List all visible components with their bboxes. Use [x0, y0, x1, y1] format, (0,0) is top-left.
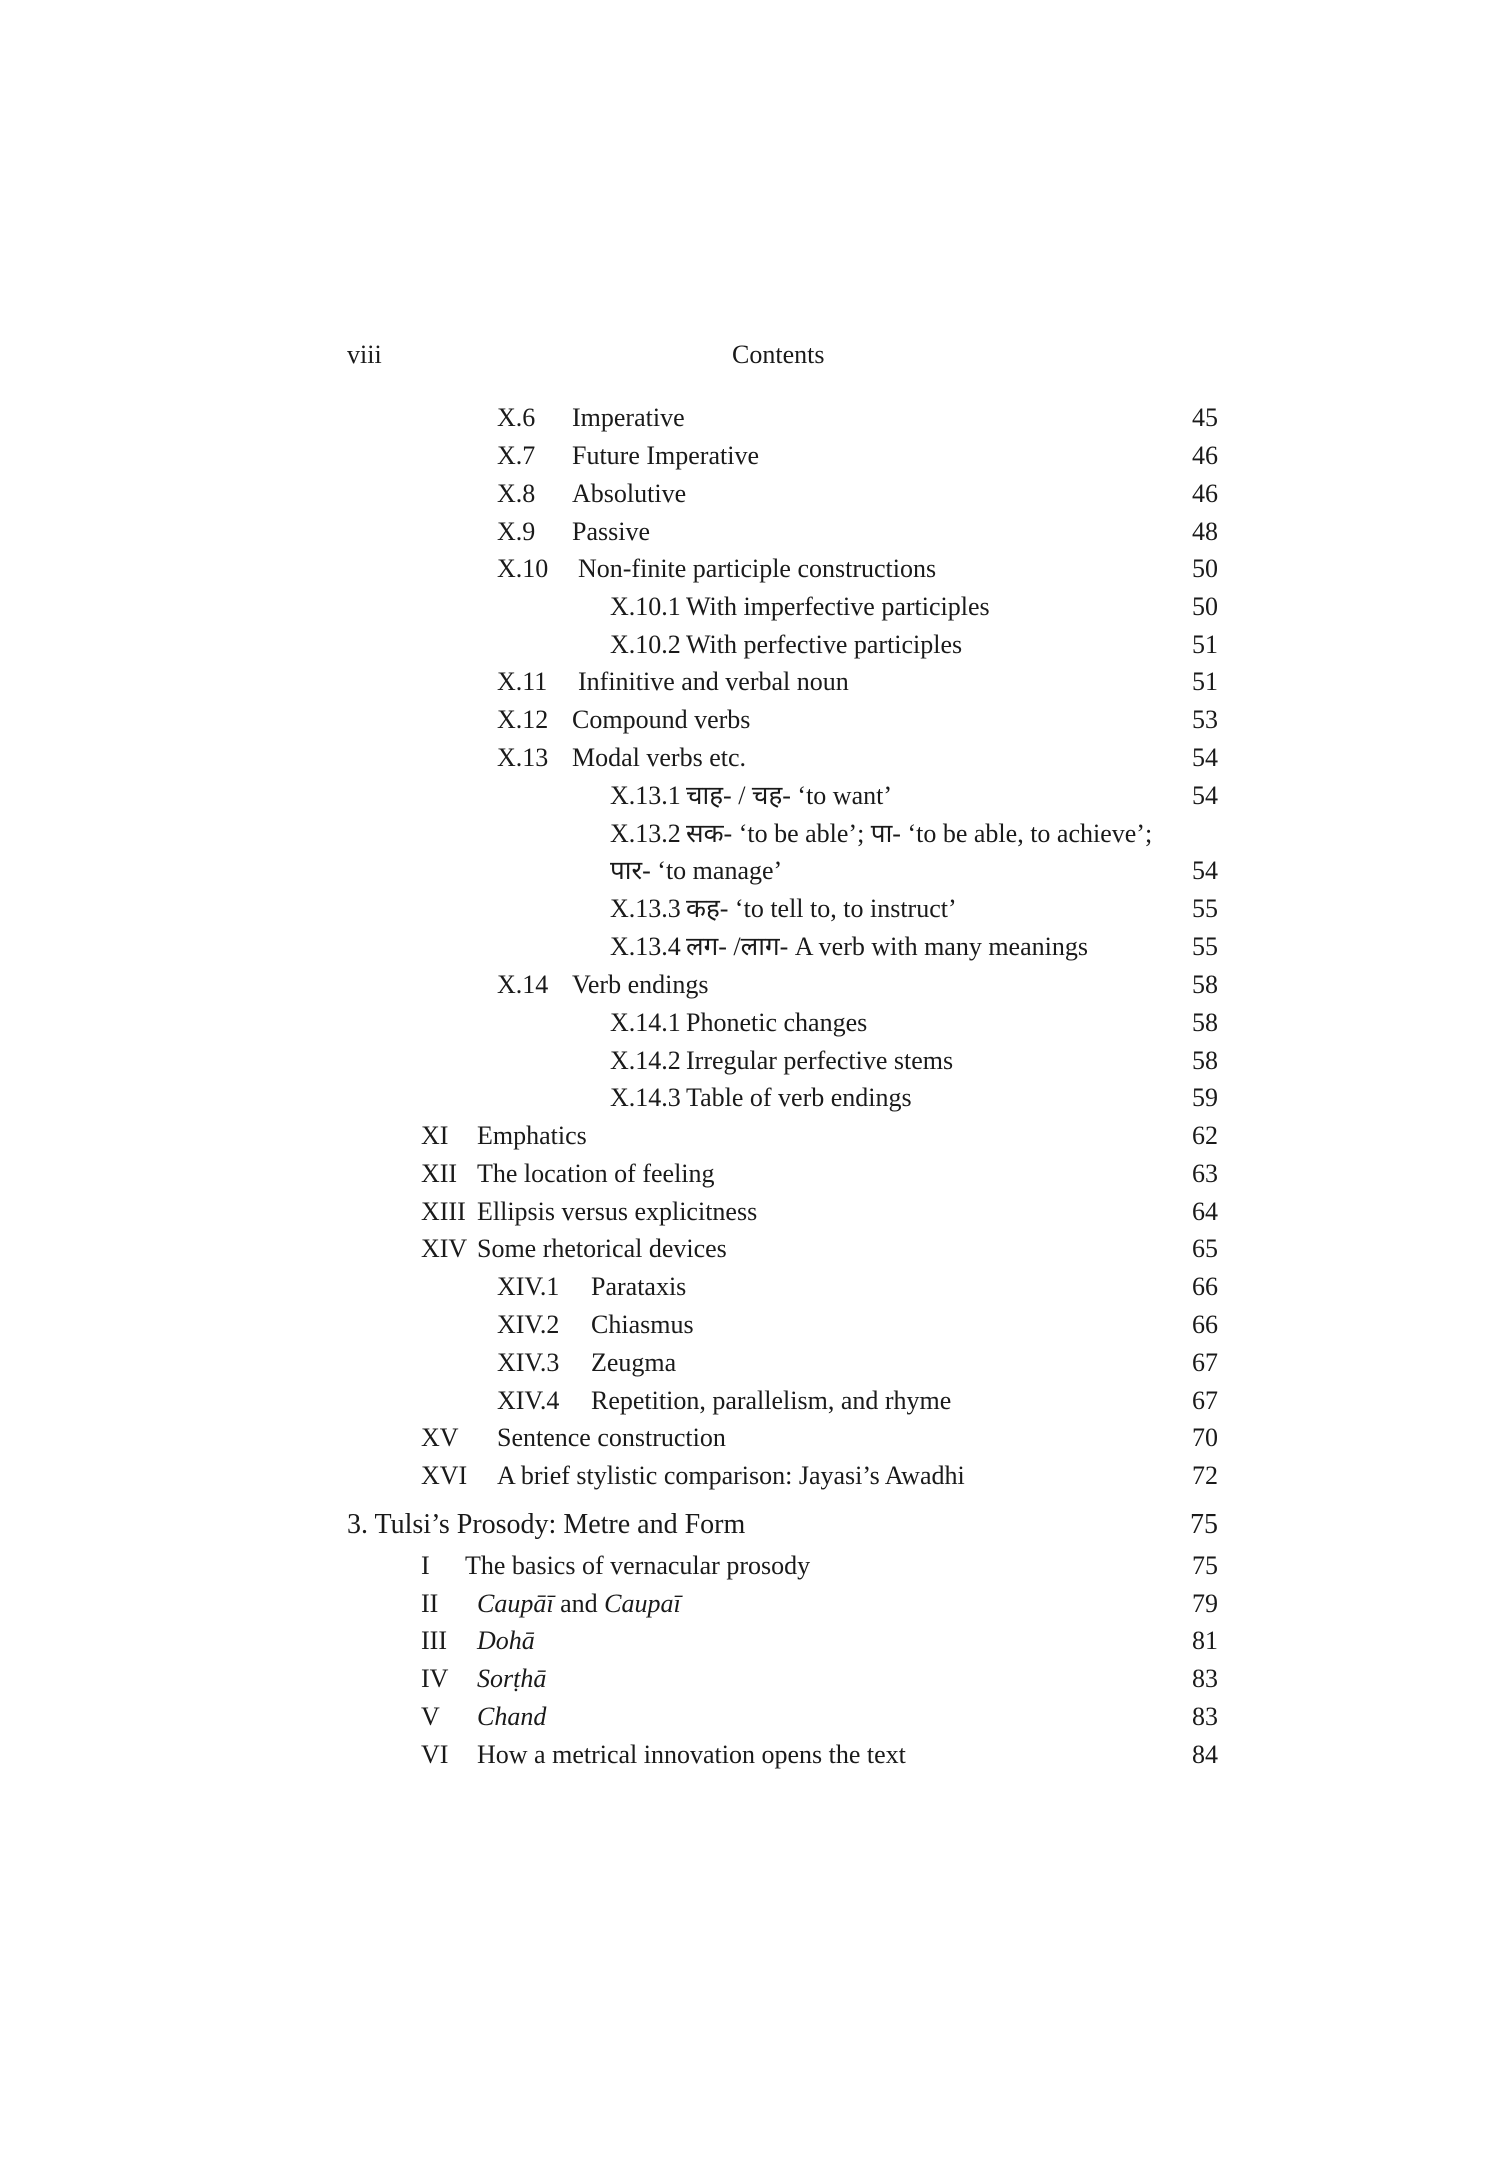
toc-entry [0, 1042, 1500, 1080]
toc-entry [0, 1382, 1500, 1420]
entry-title: Zeugma [591, 1348, 677, 1377]
toc-entry [0, 513, 1500, 551]
entry-number: XIV.4 [497, 1386, 560, 1415]
entry-number: XI [421, 1121, 449, 1150]
entry-title: Verb endings [572, 970, 709, 999]
page-number: viii [347, 340, 382, 369]
toc-entry [0, 1736, 1500, 1774]
entry-page: 70 [1192, 1423, 1218, 1452]
entry-number: X.10 [497, 554, 549, 583]
entry-title: Absolutive [572, 479, 687, 508]
toc-entry [0, 1079, 1500, 1117]
toc-entry [0, 1230, 1500, 1268]
entry-number: XIV.2 [497, 1310, 560, 1339]
entry-title: Some rhetorical devices [477, 1234, 727, 1263]
entry-number: XIV.1 [497, 1272, 560, 1301]
entry-title: The basics of vernacular prosody [465, 1551, 811, 1580]
toc-entry [0, 815, 1500, 853]
entry-page: 45 [1192, 403, 1218, 432]
entry-page: 58 [1192, 1008, 1218, 1037]
entry-title: चाह- / चह- ‘to want’ [686, 781, 892, 810]
toc-entry [0, 1660, 1500, 1698]
toc-entry [0, 626, 1500, 664]
entry-title: Emphatics [477, 1121, 587, 1150]
entry-title: Ellipsis versus explicitness [477, 1197, 758, 1226]
toc-entry [0, 1193, 1500, 1231]
entry-number: XIV.3 [497, 1348, 560, 1377]
entry-title: How a metrical innovation opens the text [477, 1740, 906, 1769]
entry-page: 64 [1192, 1197, 1218, 1226]
entry-page: 46 [1192, 479, 1218, 508]
entry-page: 66 [1192, 1310, 1218, 1339]
entry-page: 46 [1192, 441, 1218, 470]
entry-title: Compound verbs [572, 705, 751, 734]
entry-title: Parataxis [591, 1272, 687, 1301]
toc-entry [0, 739, 1500, 777]
entry-title: Phonetic changes [686, 1008, 868, 1037]
entry-page: 48 [1192, 517, 1218, 546]
entry-title: पार- ‘to manage’ [610, 856, 783, 885]
toc-entry [0, 1585, 1500, 1623]
entry-title: With perfective participles [686, 630, 963, 659]
entry-page: 72 [1192, 1461, 1218, 1490]
entry-number: X.6 [497, 403, 536, 432]
entry-page: 84 [1192, 1740, 1218, 1769]
entry-title-part: Caupaī [604, 1589, 681, 1618]
toc-entry [0, 475, 1500, 513]
entry-title: लग- /लाग- A verb with many meanings [686, 932, 1088, 961]
entry-number: X.12 [497, 705, 549, 734]
entry-number: X.10.2 [610, 630, 681, 659]
entry-title-part: Caupāī [477, 1589, 554, 1618]
entry-title: Repetition, parallelism, and rhyme [591, 1386, 952, 1415]
entry-page: 66 [1192, 1272, 1218, 1301]
entry-number: XIII [421, 1197, 466, 1226]
entry-number: X.14.1 [610, 1008, 681, 1037]
toc-entry [0, 1622, 1500, 1660]
entry-number: VI [421, 1740, 449, 1769]
toc-entry [0, 890, 1500, 928]
entry-number: XV [421, 1423, 459, 1452]
entry-page: 83 [1192, 1664, 1218, 1693]
entry-title: सक- ‘to be able’; पा- ‘to be able, to achieve’; [686, 819, 1153, 848]
entry-page: 51 [1192, 667, 1218, 696]
entry-number: X.13 [497, 743, 549, 772]
entry-page: 51 [1192, 630, 1218, 659]
toc-entry [0, 663, 1500, 701]
entry-number: XII [421, 1159, 458, 1188]
entry-number: X.14 [497, 970, 549, 999]
entry-title: कह- ‘to tell to, to instruct’ [686, 894, 957, 923]
toc-entry [0, 399, 1500, 437]
entry-page: 54 [1192, 781, 1218, 810]
toc-entry [0, 1117, 1500, 1155]
entry-title: Chiasmus [591, 1310, 694, 1339]
entry-page: 54 [1192, 743, 1218, 772]
toc-entry [0, 1457, 1500, 1495]
entry-page: 53 [1192, 705, 1218, 734]
entry-number: III [421, 1626, 447, 1655]
entry-page: 54 [1192, 856, 1218, 885]
entry-title: A brief stylistic comparison: Jayasi’s Awadhi [497, 1461, 965, 1490]
entry-number: X.13.3 [610, 894, 681, 923]
chapter-heading [0, 1506, 1500, 1544]
entry-page: 58 [1192, 1046, 1218, 1075]
entry-title: Sorṭhā [477, 1664, 547, 1693]
entry-page: 50 [1192, 592, 1218, 621]
entry-page: 83 [1192, 1702, 1218, 1731]
toc-entry [0, 588, 1500, 626]
entry-number: X.14.2 [610, 1046, 681, 1075]
entry-title: Imperative [572, 403, 685, 432]
entry-title: Chand [477, 1702, 547, 1731]
entry-page: 67 [1192, 1386, 1218, 1415]
entry-title: With imperfective participles [686, 592, 990, 621]
toc-entry [0, 852, 1500, 890]
toc-entry [0, 1306, 1500, 1344]
toc-entry [0, 777, 1500, 815]
entry-page: 65 [1192, 1234, 1218, 1263]
toc-entry [0, 1268, 1500, 1306]
toc-entry [0, 1344, 1500, 1382]
toc-entry [0, 1155, 1500, 1193]
entry-page: 62 [1192, 1121, 1218, 1150]
entry-page: 50 [1192, 554, 1218, 583]
entry-number: XVI [421, 1461, 468, 1490]
entry-title: Sentence construction [497, 1423, 726, 1452]
entry-number: II [421, 1589, 439, 1618]
toc-entry [0, 701, 1500, 739]
entry-title: The location of feeling [477, 1159, 715, 1188]
entry-number: V [421, 1702, 440, 1731]
entry-number: X.10.1 [610, 592, 681, 621]
entry-page: 55 [1192, 894, 1218, 923]
entry-title: Non-finite participle constructions [578, 554, 937, 583]
entry-title: Future Imperative [572, 441, 759, 470]
entry-page: 55 [1192, 932, 1218, 961]
entry-number: X.8 [497, 479, 536, 508]
entry-number: X.14.3 [610, 1083, 681, 1112]
toc-entry [0, 437, 1500, 475]
entry-title [477, 1585, 681, 1623]
entry-title: Dohā [477, 1626, 535, 1655]
entry-page: 75 [1192, 1551, 1218, 1580]
toc-entry [0, 928, 1500, 966]
toc-entry [0, 1547, 1500, 1585]
entry-title-part: and [553, 1589, 605, 1618]
toc-entry [0, 966, 1500, 1004]
entry-page: 58 [1192, 970, 1218, 999]
entry-title: Modal verbs etc. [572, 743, 747, 772]
chapter-title: 3. Tulsi’s Prosody: Metre and Form [347, 1509, 746, 1540]
entry-title: Passive [572, 517, 650, 546]
entry-title: Irregular perfective stems [686, 1046, 954, 1075]
entry-number: X.7 [497, 441, 536, 470]
entry-page: 79 [1192, 1589, 1218, 1618]
entry-page: 67 [1192, 1348, 1218, 1377]
entry-page: 81 [1192, 1626, 1218, 1655]
toc-entry [0, 1419, 1500, 1457]
entry-number: X.13.2 [610, 819, 681, 848]
running-title: Contents [732, 340, 825, 369]
entry-number: X.9 [497, 517, 536, 546]
entry-number: X.11 [497, 667, 548, 696]
entry-title: Infinitive and verbal noun [578, 667, 849, 696]
entry-number: IV [421, 1664, 449, 1693]
toc-entry [0, 1004, 1500, 1042]
entry-number: XIV [421, 1234, 468, 1263]
entry-title: Table of verb endings [686, 1083, 912, 1112]
entry-number: I [421, 1551, 430, 1580]
entry-number: X.13.4 [610, 932, 681, 961]
toc-entry [0, 1698, 1500, 1736]
entry-page: 59 [1192, 1083, 1218, 1112]
entry-page: 63 [1192, 1159, 1218, 1188]
toc-entry [0, 550, 1500, 588]
entry-number: X.13.1 [610, 781, 681, 810]
entry-page: 75 [1190, 1509, 1218, 1540]
